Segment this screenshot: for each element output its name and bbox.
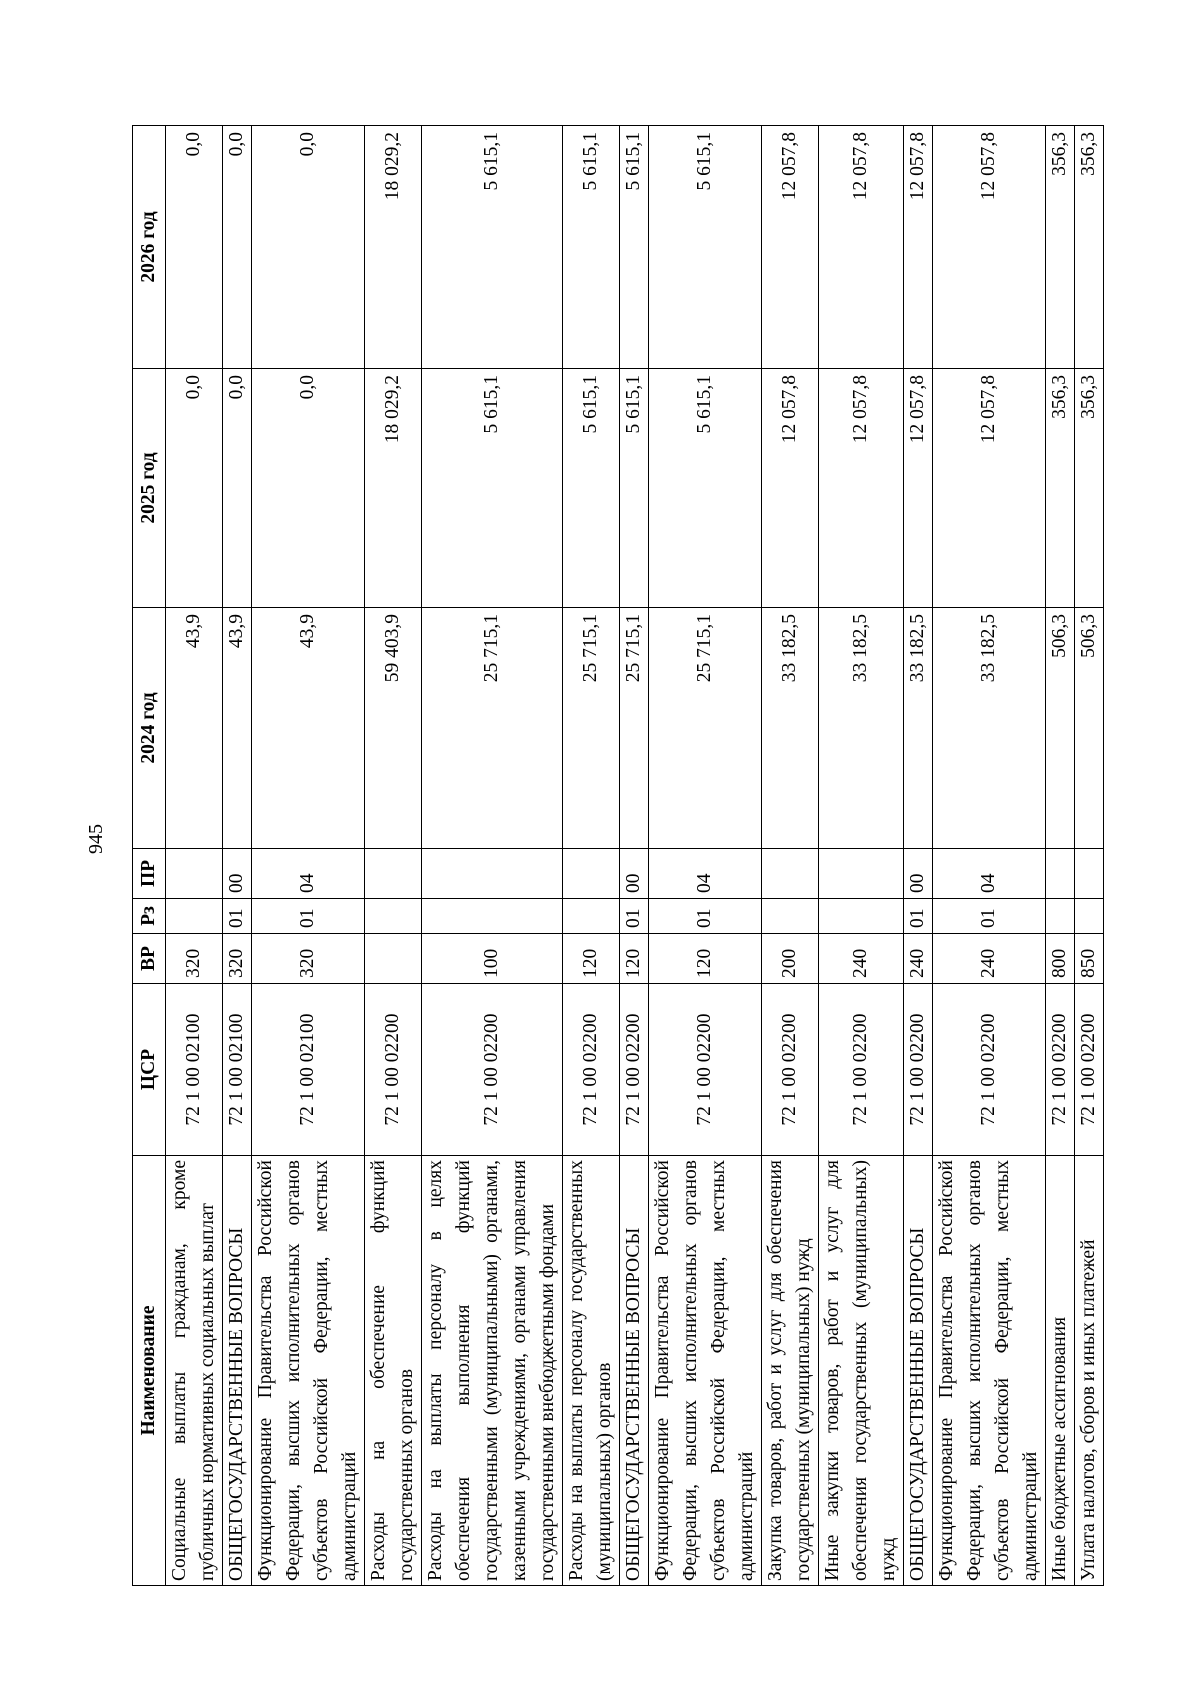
cell-2025: 356,3 — [1046, 369, 1075, 608]
cell-csr: 72 1 00 02200 — [365, 984, 422, 1156]
cell-2025: 5 615,1 — [422, 369, 563, 608]
budget-table — [132, 125, 1104, 1586]
header-vr: ВР — [133, 934, 166, 984]
cell-2026: 12 057,8 — [904, 126, 933, 369]
header-name: Наименование — [133, 1156, 166, 1586]
cell-2024: 506,3 — [1075, 608, 1104, 849]
cell-2026: 5 615,1 — [422, 126, 563, 369]
cell-2026: 18 029,2 — [365, 126, 422, 369]
table-row — [166, 126, 223, 1586]
cell-rz: 01 — [649, 899, 762, 934]
cell-csr: 72 1 00 02100 — [252, 984, 365, 1156]
cell-name: Функционирование Правительства Российской Федерации, высших исполнительных органов субъектов Российской Федерации, местных администраций — [252, 1156, 365, 1586]
cell-2026: 0,0 — [252, 126, 365, 369]
cell-name: Иные закупки товаров, работ и услуг для обеспечения государственных (муниципальных) нужд — [819, 1156, 904, 1586]
cell-pr: 04 — [252, 849, 365, 899]
cell-2024: 43,9 — [223, 608, 252, 849]
cell-2025: 0,0 — [166, 369, 223, 608]
header-rz: Рз — [133, 899, 166, 934]
cell-2024: 33 182,5 — [904, 608, 933, 849]
cell-2024: 25 715,1 — [422, 608, 563, 849]
cell-name: Функционирование Правительства Российской Федерации, высших исполнительных органов субъектов Российской Федерации, местных администраций — [649, 1156, 762, 1586]
table-row — [365, 126, 422, 1586]
cell-rz — [1075, 899, 1104, 934]
cell-rz: 01 — [933, 899, 1046, 934]
cell-2026: 0,0 — [223, 126, 252, 369]
cell-pr: 04 — [933, 849, 1046, 899]
cell-2025: 5 615,1 — [620, 369, 649, 608]
cell-csr: 72 1 00 02200 — [1075, 984, 1104, 1156]
cell-csr: 72 1 00 02200 — [649, 984, 762, 1156]
cell-name: ОБЩЕГОСУДАРСТВЕННЫЕ ВОПРОСЫ — [223, 1156, 252, 1586]
table-row — [1075, 126, 1104, 1586]
table-row — [223, 126, 252, 1586]
cell-2025: 5 615,1 — [563, 369, 620, 608]
cell-vr: 120 — [620, 934, 649, 984]
cell-2025: 5 615,1 — [649, 369, 762, 608]
cell-pr — [762, 849, 819, 899]
cell-2024: 33 182,5 — [933, 608, 1046, 849]
cell-2025: 356,3 — [1075, 369, 1104, 608]
cell-2025: 0,0 — [252, 369, 365, 608]
cell-2024: 33 182,5 — [819, 608, 904, 849]
cell-2026: 5 615,1 — [620, 126, 649, 369]
cell-name: Иные бюджетные ассигнования — [1046, 1156, 1075, 1586]
cell-vr: 240 — [904, 934, 933, 984]
cell-csr: 72 1 00 02200 — [762, 984, 819, 1156]
cell-name: Социальные выплаты гражданам, кроме публичных нормативных социальных выплат — [166, 1156, 223, 1586]
cell-name: Функционирование Правительства Российской Федерации, высших исполнительных органов субъектов Российской Федерации, местных администраций — [933, 1156, 1046, 1586]
cell-2026: 12 057,8 — [819, 126, 904, 369]
cell-pr — [365, 849, 422, 899]
table-row — [762, 126, 819, 1586]
cell-rz: 01 — [904, 899, 933, 934]
cell-vr: 120 — [563, 934, 620, 984]
header-2025: 2025 год — [133, 369, 166, 608]
cell-csr: 72 1 00 02200 — [933, 984, 1046, 1156]
table-row — [649, 126, 762, 1586]
cell-csr: 72 1 00 02200 — [819, 984, 904, 1156]
cell-csr: 72 1 00 02100 — [166, 984, 223, 1156]
cell-pr — [1075, 849, 1104, 899]
cell-pr: 04 — [649, 849, 762, 899]
cell-pr — [819, 849, 904, 899]
table-row — [904, 126, 933, 1586]
cell-2026: 12 057,8 — [762, 126, 819, 369]
header-pr: ПР — [133, 849, 166, 899]
cell-2026: 0,0 — [166, 126, 223, 369]
cell-vr: 320 — [223, 934, 252, 984]
cell-2024: 59 403,9 — [365, 608, 422, 849]
cell-2025: 18 029,2 — [365, 369, 422, 608]
cell-pr — [563, 849, 620, 899]
cell-pr: 00 — [904, 849, 933, 899]
cell-csr: 72 1 00 02200 — [563, 984, 620, 1156]
cell-csr: 72 1 00 02200 — [904, 984, 933, 1156]
table-body — [166, 126, 1104, 1586]
cell-vr: 850 — [1075, 934, 1104, 984]
cell-2026: 5 615,1 — [649, 126, 762, 369]
cell-pr: 00 — [620, 849, 649, 899]
cell-2024: 25 715,1 — [649, 608, 762, 849]
cell-2026: 356,3 — [1075, 126, 1104, 369]
cell-2026: 12 057,8 — [933, 126, 1046, 369]
cell-csr: 72 1 00 02200 — [1046, 984, 1075, 1156]
cell-rz — [819, 899, 904, 934]
cell-vr: 100 — [422, 934, 563, 984]
cell-vr: 320 — [166, 934, 223, 984]
cell-2024: 506,3 — [1046, 608, 1075, 849]
cell-csr: 72 1 00 02100 — [223, 984, 252, 1156]
header-2026: 2026 год — [133, 126, 166, 369]
cell-name: Расходы на выплаты персоналу государственных (муниципальных) органов — [563, 1156, 620, 1586]
header-csr: ЦСР — [133, 984, 166, 1156]
cell-name: Расходы на обеспечение функций государственных органов — [365, 1156, 422, 1586]
cell-rz: 01 — [620, 899, 649, 934]
rotated-table-container — [132, 126, 1097, 1586]
cell-name: ОБЩЕГОСУДАРСТВЕННЫЕ ВОПРОСЫ — [904, 1156, 933, 1586]
header-row — [133, 126, 166, 1586]
cell-name: Расходы на выплаты персоналу в целях обеспечения выполнения функций государственными (муниципальными) органами, казенными учреждениями, органами управления государственными внебюджетными фондами — [422, 1156, 563, 1586]
cell-vr — [365, 934, 422, 984]
cell-2024: 33 182,5 — [762, 608, 819, 849]
cell-rz — [365, 899, 422, 934]
cell-pr: 00 — [223, 849, 252, 899]
cell-2025: 12 057,8 — [762, 369, 819, 608]
table-row — [422, 126, 563, 1586]
cell-vr: 240 — [933, 934, 1046, 984]
cell-2025: 0,0 — [223, 369, 252, 608]
cell-rz — [762, 899, 819, 934]
cell-csr: 72 1 00 02200 — [422, 984, 563, 1156]
cell-name: ОБЩЕГОСУДАРСТВЕННЫЕ ВОПРОСЫ — [620, 1156, 649, 1586]
cell-vr: 120 — [649, 934, 762, 984]
table-row — [933, 126, 1046, 1586]
cell-vr: 320 — [252, 934, 365, 984]
cell-csr: 72 1 00 02200 — [620, 984, 649, 1156]
cell-name: Уплата налогов, сборов и иных платежей — [1075, 1156, 1104, 1586]
header-2024: 2024 год — [133, 608, 166, 849]
cell-rz — [166, 899, 223, 934]
table-row — [252, 126, 365, 1586]
cell-2025: 12 057,8 — [933, 369, 1046, 608]
page-number: 945 — [85, 824, 107, 854]
cell-vr: 800 — [1046, 934, 1075, 984]
cell-vr: 240 — [819, 934, 904, 984]
cell-2024: 43,9 — [166, 608, 223, 849]
cell-pr — [166, 849, 223, 899]
cell-2025: 12 057,8 — [819, 369, 904, 608]
cell-rz: 01 — [223, 899, 252, 934]
cell-2026: 356,3 — [1046, 126, 1075, 369]
cell-name: Закупка товаров, работ и услуг для обеспечения государственных (муниципальных) нужд — [762, 1156, 819, 1586]
cell-rz — [563, 899, 620, 934]
cell-vr: 200 — [762, 934, 819, 984]
table-row — [620, 126, 649, 1586]
table-row — [819, 126, 904, 1586]
cell-pr — [422, 849, 563, 899]
table-row — [563, 126, 620, 1586]
cell-2024: 25 715,1 — [620, 608, 649, 849]
cell-rz — [1046, 899, 1075, 934]
cell-2024: 43,9 — [252, 608, 365, 849]
table-row — [1046, 126, 1075, 1586]
cell-rz: 01 — [252, 899, 365, 934]
cell-rz — [422, 899, 563, 934]
cell-pr — [1046, 849, 1075, 899]
cell-2024: 25 715,1 — [563, 608, 620, 849]
cell-2026: 5 615,1 — [563, 126, 620, 369]
cell-2025: 12 057,8 — [904, 369, 933, 608]
